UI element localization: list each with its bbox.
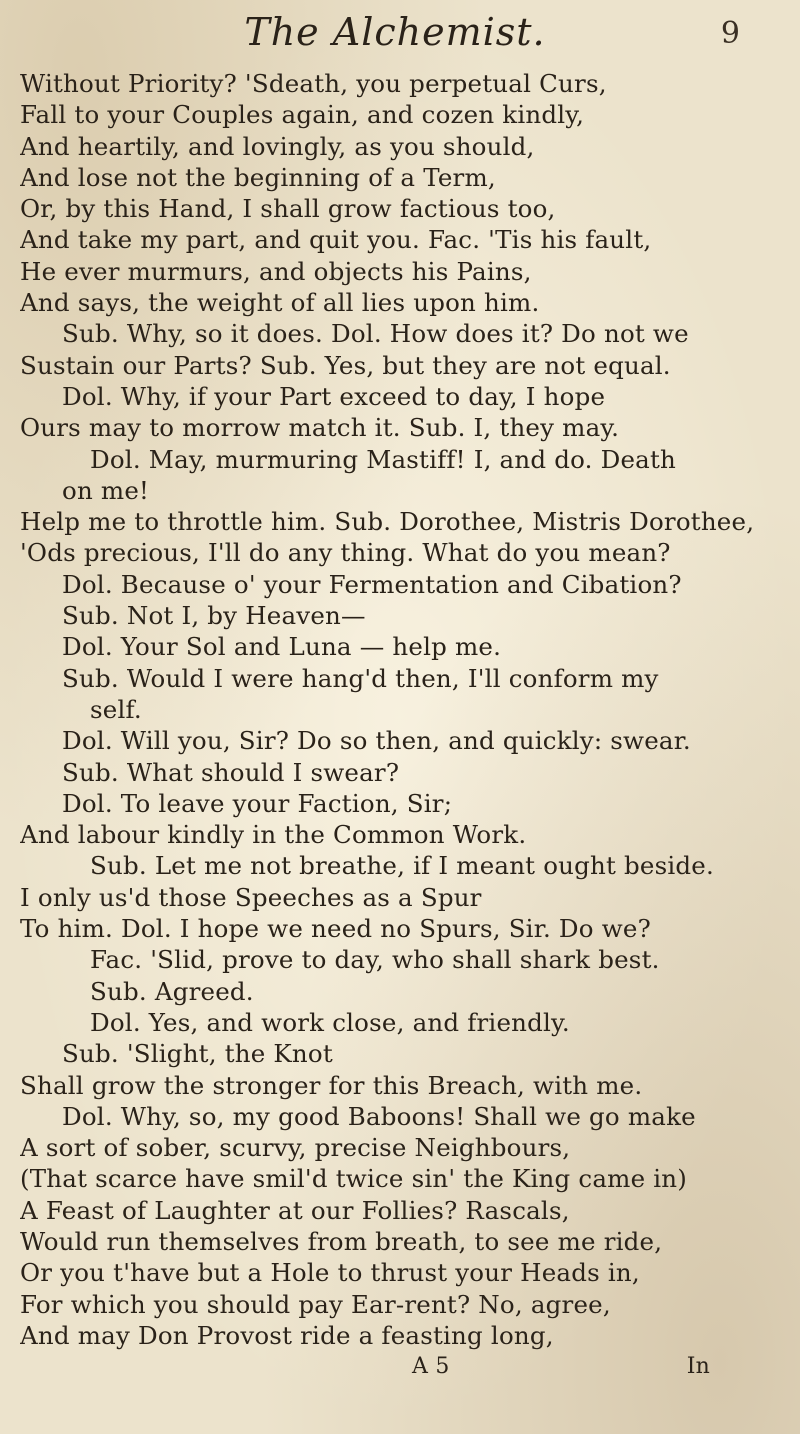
text-line: And heartily, and lovingly, as you should,	[20, 131, 535, 161]
page-number: 9	[720, 16, 740, 51]
text-line: (That scarce have smil'd twice sin' the King came in)	[20, 1164, 688, 1194]
verse-text	[20, 68, 770, 1351]
text-line: 'Ods precious, I'll do any thing. What do you mean?	[20, 538, 671, 568]
text-line: Sub. Not I, by Heaven—	[62, 601, 366, 631]
text-line: I only us'd those Speeches as a Spur	[20, 882, 482, 912]
text-line: Sustain our Parts? Sub. Yes, but they are not equal.	[20, 350, 671, 380]
text-line: And take my part, and quit you. Fac. 'Tis his fault,	[20, 225, 652, 255]
text-line: Or you t'have but a Hole to thrust your Heads in,	[20, 1258, 640, 1288]
text-line: Fac. 'Slid, prove to day, who shall shark best.	[90, 945, 660, 975]
text-line: Dol. Your Sol and Luna — help me.	[62, 632, 502, 662]
text-line: Sub. What should I swear?	[62, 757, 400, 787]
text-line: He ever murmurs, and objects his Pains,	[20, 256, 532, 286]
text-line: Sub. 'Slight, the Knot	[62, 1039, 333, 1069]
text-line: Dol. May, murmuring Mastiff! I, and do. Death	[90, 444, 676, 474]
text-line: Dol. Yes, and work close, and friendly.	[90, 1007, 570, 1037]
text-line: Sub. Would I were hang'd then, I'll conform my	[62, 663, 659, 693]
page-footer	[20, 1351, 770, 1382]
text-line: Would run themselves from breath, to see me ride,	[20, 1226, 663, 1256]
text-line: A sort of sober, scurvy, precise Neighbours,	[20, 1133, 571, 1163]
text-line: Help me to throttle him. Sub. Dorothee, Mistris Dorothee,	[20, 507, 755, 537]
text-line: Sub. Let me not breathe, if I meant ought beside.	[90, 851, 714, 881]
signature-mark: A 5	[412, 1354, 450, 1380]
text-line: For which you should pay Ear-rent? No, agree,	[20, 1289, 611, 1319]
text-line: Dol. Will you, Sir? Do so then, and quickly: swear.	[62, 726, 691, 756]
text-line: on me!	[62, 475, 150, 505]
text-line: Ours may to morrow match it. Sub. I, they may.	[20, 413, 620, 443]
page-header	[20, 8, 770, 68]
text-line: Dol. Why, if your Part exceed to day, I hope	[62, 381, 606, 411]
text-line: Sub. Agreed.	[90, 976, 254, 1006]
text-line: And may Don Provost ride a feasting long,	[20, 1320, 554, 1350]
running-title: The Alchemist.	[244, 10, 546, 54]
text-line: Shall grow the stronger for this Breach, with me.	[20, 1070, 643, 1100]
text-line: Dol. To leave your Faction, Sir;	[62, 788, 453, 818]
text-line: A Feast of Laughter at our Follies? Rascals,	[20, 1195, 570, 1225]
text-line: self.	[90, 694, 142, 724]
catchword: In	[686, 1354, 710, 1380]
text-line: Dol. Why, so, my good Baboons! Shall we go make	[62, 1101, 696, 1131]
text-line: Dol. Because o' your Fermentation and Cibation?	[62, 569, 682, 599]
text-line: And lose not the beginning of a Term,	[20, 162, 496, 192]
text-line: Sub. Why, so it does. Dol. How does it? Do not we	[62, 319, 689, 349]
text-line: Without Priority? 'Sdeath, you perpetual Curs,	[20, 69, 607, 98]
text-line: To him. Dol. I hope we need no Spurs, Sir. Do we?	[20, 914, 651, 944]
text-line: And says, the weight of all lies upon him.	[20, 288, 540, 318]
text-line: And labour kindly in the Common Work.	[20, 820, 527, 850]
text-line: Or, by this Hand, I shall grow factious too,	[20, 194, 556, 224]
text-line: Fall to your Couples again, and cozen kindly,	[20, 100, 585, 130]
